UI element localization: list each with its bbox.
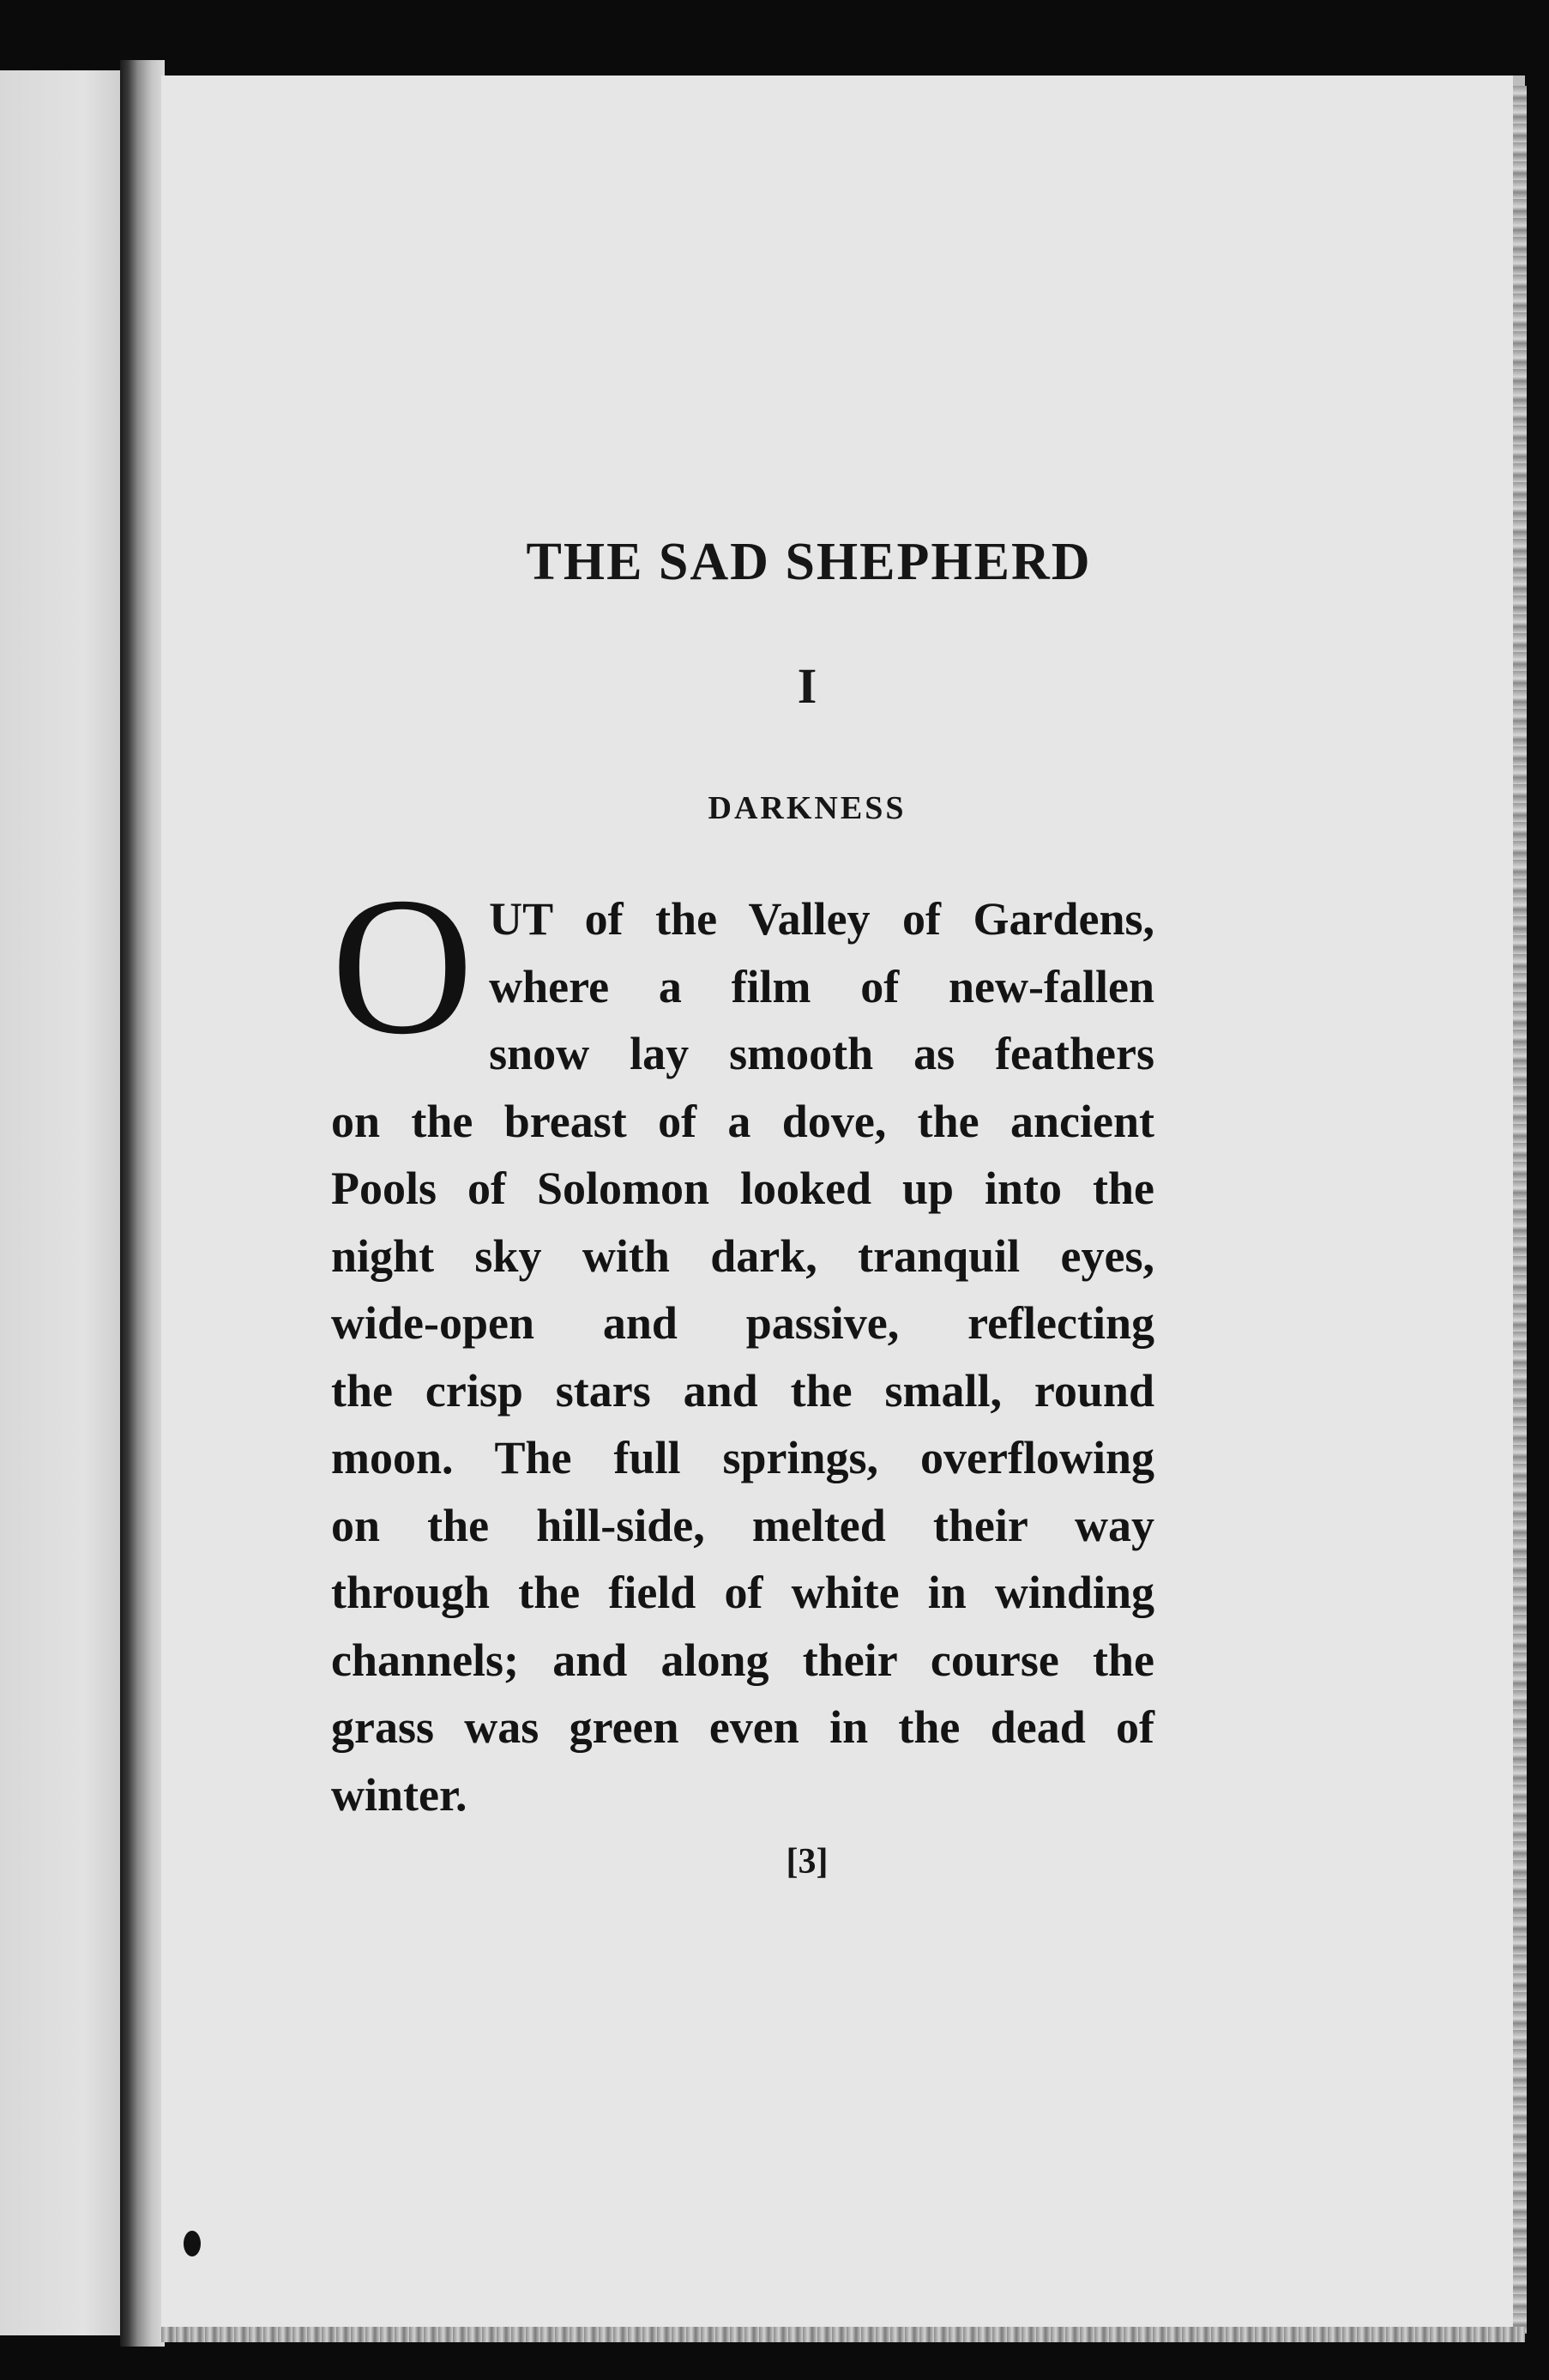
chapter-text (331, 856, 1154, 1828)
text-line: grass was green even in the dead of (331, 1701, 1154, 1753)
text-line: wide-open and passive, reflecting (331, 1297, 1154, 1349)
text-line: on the hill-side, melted their way (331, 1499, 1154, 1551)
text-line: moon. The full springs, overflowing (331, 1432, 1154, 1483)
text-line: winter. (331, 1768, 467, 1821)
text-line: snow lay smooth as feathers (489, 1028, 1154, 1079)
text-line: night sky with dark, tranquil eyes, (331, 1229, 1154, 1282)
text-line: channels; and along their course the (331, 1634, 1154, 1686)
drop-cap: O (331, 856, 474, 1075)
text-line: UT of the Valley of Gardens, (489, 893, 1154, 945)
text-line: through the field of white in winding (331, 1567, 1154, 1618)
text-line: where a film of new-fallen (489, 960, 1154, 1012)
text-line: Pools of Solomon looked up into the (331, 1163, 1154, 1214)
chapter-title: DARKNESS (708, 790, 907, 826)
text-line: the crisp stars and the small, round (331, 1364, 1154, 1417)
book-gutter (120, 60, 165, 2347)
chapter-number: I (797, 658, 817, 714)
book-title: THE SAD SHEPHERD (526, 533, 1092, 591)
page-number: [3] (786, 1842, 829, 1882)
text-line: on the breast of a dove, the ancient (331, 1095, 1154, 1147)
ink-mark (184, 2231, 201, 2256)
facing-page-edge (0, 70, 120, 2335)
page-edge-right (1513, 86, 1527, 2334)
page-edge-bottom (161, 2327, 1525, 2342)
